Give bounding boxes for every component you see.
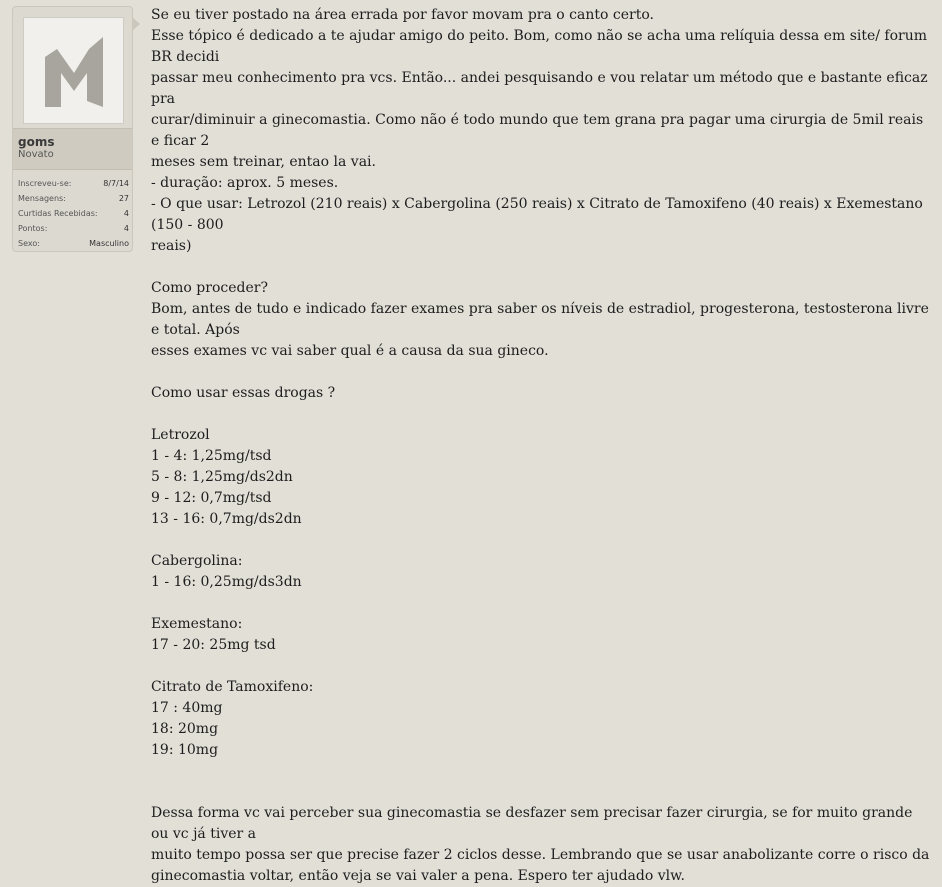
- post-message-body: [151, 5, 934, 887]
- post-text-line: Como proceder?: [151, 280, 268, 296]
- post-text-line: Letrozol: [151, 427, 210, 443]
- post-text-line: reais): [151, 238, 192, 254]
- post-text-line: 17 - 20: 25mg tsd: [151, 637, 276, 653]
- post-text-line: Citrato de Tamoxifeno:: [151, 679, 314, 695]
- post-text-line: Se eu tiver postado na área errada por favor movam pra o canto certo.: [151, 7, 654, 23]
- post-text-line: [151, 656, 931, 677]
- post-text-line: Esse tópico é dedicado a te ajudar amigo do peito. Bom, como não se acha uma relíquia dessa em site/ forum BR decidi: [151, 28, 932, 65]
- post-text-line: [151, 593, 931, 614]
- panel-arrow: [133, 18, 140, 30]
- stat-value[interactable]: 4: [123, 224, 129, 233]
- post-text-line: 1 - 4: 1,25mg/tsd: [151, 448, 272, 464]
- post-text-line: curar/diminuir a ginecomastia. Como não é todo mundo que tem grana pra pagar uma cirurgia de 5mil reais e ficar 2: [151, 112, 928, 149]
- post-text-line: - O que usar: Letrozol (210 reais) x Cabergolina (250 reais) x Citrato de Tamoxifeno (40 reais) x Exemestano (150 - 800: [151, 196, 928, 233]
- stat-value[interactable]: 27: [118, 194, 129, 203]
- post-text-line: Como usar essas drogas ?: [151, 385, 336, 401]
- post-text-line: - duração: aprox. 5 meses.: [151, 175, 339, 191]
- post-text-line: [151, 404, 931, 425]
- post-text-line: 9 - 12: 0,7mg/tsd: [151, 490, 272, 506]
- stat-label: Pontos:: [18, 224, 48, 233]
- post-text-line: 18: 20mg: [151, 721, 219, 737]
- stat-label: Sexo:: [18, 239, 40, 248]
- username-link[interactable]: goms: [18, 135, 55, 149]
- m-logo-icon: [41, 29, 107, 113]
- post-text-line: Cabergolina:: [151, 553, 243, 569]
- post-text-line: esses exames vc vai saber qual é a causa da sua gineco.: [151, 343, 549, 359]
- user-info-panel: [12, 6, 133, 252]
- post-text-line: [151, 782, 931, 803]
- stat-label: Curtidas Recebidas:: [18, 209, 98, 218]
- stat-value: Masculino: [89, 239, 129, 248]
- post-text-line: Dessa forma vc vai perceber sua ginecomastia se desfazer sem precisar fazer cirurgia, se for muito grande ou vc já tiver a: [151, 805, 917, 842]
- post-text-line: Bom, antes de tudo e indicado fazer exames pra saber os níveis de estradiol, progesterona, testosterona livre e total. Após: [151, 301, 934, 338]
- stat-joined: [18, 176, 129, 191]
- stat-points: [18, 221, 129, 236]
- post-text-line: 17 : 40mg: [151, 700, 223, 716]
- post-text-line: muito tempo possa ser que precise fazer 2 ciclos desse. Lembrando que se usar anabolizante corre o risco da: [151, 847, 930, 863]
- stat-label: Inscreveu-se:: [18, 179, 72, 188]
- post-text-line: 5 - 8: 1,25mg/ds2dn: [151, 469, 293, 485]
- stat-likes: [18, 206, 129, 221]
- post-text-line: passar meu conhecimento pra vcs. Então... andei pesquisando e vou relatar um método que e bastante eficaz pra: [151, 70, 933, 107]
- post-text-line: [151, 530, 931, 551]
- post-text-line: 13 - 16: 0,7mg/ds2dn: [151, 511, 302, 527]
- avatar[interactable]: [23, 17, 124, 124]
- post-text-line: 19: 10mg: [151, 742, 219, 758]
- user-name-block: [13, 128, 132, 170]
- stat-gender: [18, 236, 129, 251]
- stat-label: Mensagens:: [18, 194, 66, 203]
- stat-value: 8/7/14: [103, 179, 129, 188]
- post-text-line: [151, 761, 931, 782]
- post-text-line: [151, 257, 931, 278]
- post-text-line: [151, 362, 931, 383]
- user-title: Novato: [18, 149, 54, 160]
- post-text-line: meses sem treinar, entao la vai.: [151, 154, 376, 170]
- stat-messages: [18, 191, 129, 206]
- user-stats: [18, 176, 129, 251]
- post-text-line: Exemestano:: [151, 616, 243, 632]
- post-text-line: 1 - 16: 0,25mg/ds3dn: [151, 574, 302, 590]
- stat-value: 4: [123, 209, 129, 218]
- post-text-line: ginecomastia voltar, então veja se vai valer a pena. Espero ter ajudado vlw.: [151, 868, 685, 884]
